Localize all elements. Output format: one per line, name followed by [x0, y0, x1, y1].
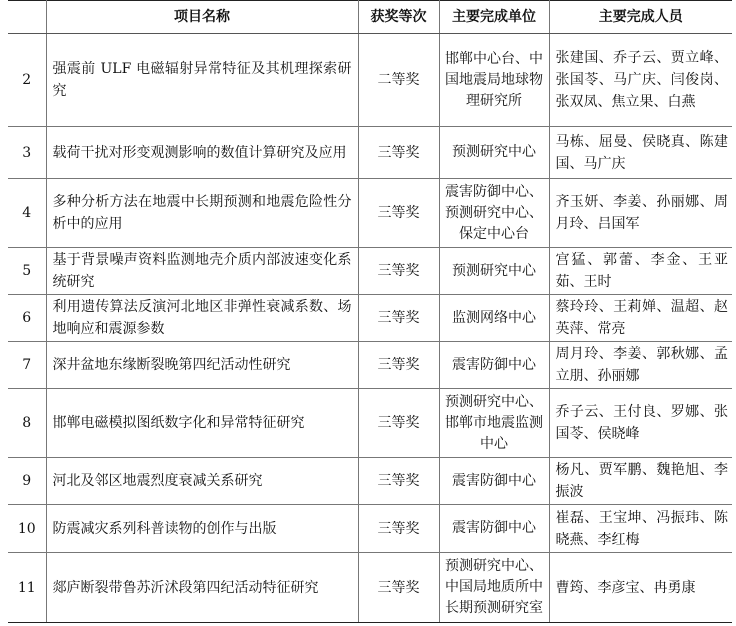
table-row — [8, 127, 732, 179]
award-level: 三等奖 — [358, 553, 439, 623]
header-no — [8, 1, 46, 34]
completion-people: 齐玉妍、李姜、孙丽娜、周月玲、吕国军 — [549, 179, 732, 248]
completion-people: 乔子云、王付良、罗娜、张国苓、侯晓峰 — [549, 389, 732, 458]
completion-people: 崔磊、王宝坤、冯振玮、陈晓燕、李红梅 — [549, 505, 732, 553]
award-level: 三等奖 — [358, 248, 439, 295]
row-number: 6 — [8, 295, 46, 342]
table-row — [8, 34, 732, 127]
project-name: 郯庐断裂带鲁苏沂沭段第四纪活动特征研究 — [46, 553, 358, 623]
row-number: 9 — [8, 458, 46, 505]
row-number: 3 — [8, 127, 46, 179]
completion-people: 蔡玲玲、王莉婵、温超、赵英萍、常亮 — [549, 295, 732, 342]
completion-people: 杨凡、贾军鹏、魏艳旭、李振波 — [549, 458, 732, 505]
completion-unit: 预测研究中心、邯郸市地震监测中心 — [439, 389, 549, 458]
completion-people: 宫猛、郭蕾、李金、王亚茹、王时 — [549, 248, 732, 295]
completion-people: 曹筠、李彦宝、冉勇康 — [549, 553, 732, 623]
table-row — [8, 342, 732, 389]
completion-unit: 震害防御中心 — [439, 342, 549, 389]
header-project-name: 项目名称 — [46, 1, 358, 34]
award-level: 三等奖 — [358, 458, 439, 505]
row-number: 5 — [8, 248, 46, 295]
completion-people: 马栋、屈曼、侯晓真、陈建国、马广庆 — [549, 127, 732, 179]
completion-people: 周月玲、李姜、郭秋娜、孟立朋、孙丽娜 — [549, 342, 732, 389]
table-row — [8, 295, 732, 342]
completion-unit: 监测网络中心 — [439, 295, 549, 342]
completion-people: 张建国、乔子云、贾立峰、张国苓、马广庆、闫俊岗、张双凤、焦立果、白燕 — [549, 34, 732, 127]
row-number: 8 — [8, 389, 46, 458]
project-name: 多种分析方法在地震中长期预测和地震危险性分析中的应用 — [46, 179, 358, 248]
table-row — [8, 458, 732, 505]
project-name: 防震减灾系列科普读物的创作与出版 — [46, 505, 358, 553]
row-number: 4 — [8, 179, 46, 248]
award-level: 三等奖 — [358, 295, 439, 342]
project-name: 强震前 ULF 电磁辐射异常特征及其机理探索研究 — [46, 34, 358, 127]
completion-unit: 震害防御中心、预测研究中心、保定中心台 — [439, 179, 549, 248]
header-completion-people: 主要完成人员 — [549, 1, 732, 34]
row-number: 10 — [8, 505, 46, 553]
completion-unit: 震害防御中心 — [439, 458, 549, 505]
row-number: 11 — [8, 553, 46, 623]
award-level: 三等奖 — [358, 389, 439, 458]
awards-table — [8, 0, 732, 623]
table-row — [8, 389, 732, 458]
header-award-level: 获奖等次 — [358, 1, 439, 34]
award-level: 三等奖 — [358, 505, 439, 553]
project-name: 利用遗传算法反演河北地区非弹性衰减系数、场地响应和震源参数 — [46, 295, 358, 342]
completion-unit: 预测研究中心 — [439, 127, 549, 179]
header-row — [8, 1, 732, 34]
project-name: 载荷干扰对形变观测影响的数值计算研究及应用 — [46, 127, 358, 179]
award-level: 三等奖 — [358, 179, 439, 248]
header-completion-unit: 主要完成单位 — [439, 1, 549, 34]
project-name: 深井盆地东缘断裂晚第四纪活动性研究 — [46, 342, 358, 389]
row-number: 2 — [8, 34, 46, 127]
table-row — [8, 505, 732, 553]
completion-unit: 邯郸中心台、中国地震局地球物理研究所 — [439, 34, 549, 127]
table-body — [8, 34, 732, 623]
table-row — [8, 553, 732, 623]
completion-unit: 震害防御中心 — [439, 505, 549, 553]
table-row — [8, 248, 732, 295]
award-level: 三等奖 — [358, 342, 439, 389]
project-name: 河北及邻区地震烈度衰减关系研究 — [46, 458, 358, 505]
completion-unit: 预测研究中心、中国局地质所中长期预测研究室 — [439, 553, 549, 623]
project-name: 基于背景噪声资料监测地壳介质内部波速变化系统研究 — [46, 248, 358, 295]
award-level: 三等奖 — [358, 127, 439, 179]
award-level: 二等奖 — [358, 34, 439, 127]
table-header — [8, 1, 732, 34]
completion-unit: 预测研究中心 — [439, 248, 549, 295]
project-name: 邯郸电磁模拟图纸数字化和异常特征研究 — [46, 389, 358, 458]
table-row — [8, 179, 732, 248]
row-number: 7 — [8, 342, 46, 389]
